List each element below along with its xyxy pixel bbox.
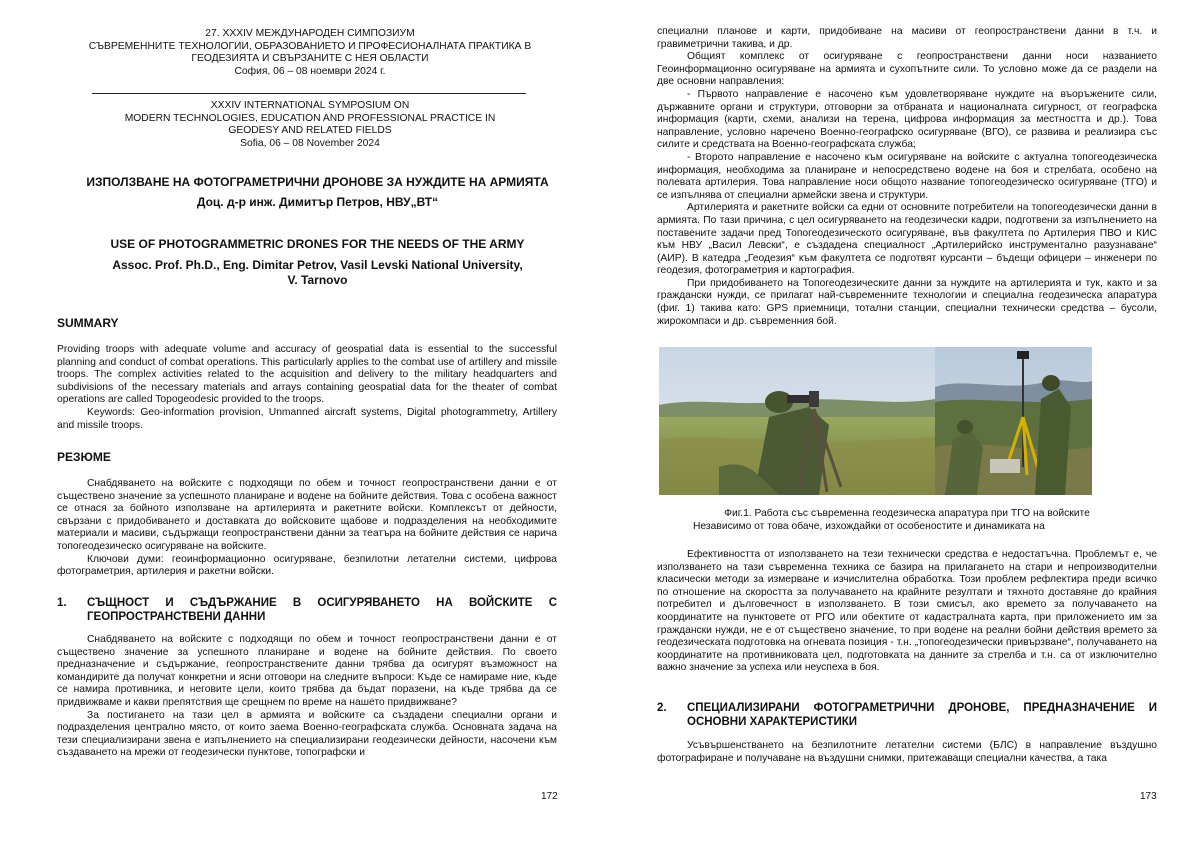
right-body-top [657, 26, 1157, 328]
figure-photo-separator [1092, 347, 1094, 495]
resume-heading: РЕЗЮМЕ [57, 450, 111, 464]
right-paragraph: - Първото направление е насочено към удовлетворяване нуждите на въоръжените сили, държавните органи и структури, отговорни за отбраната и националната сигурност, от географска информация (карти, схеми, анализи на терена, цифрова информация за местността и др.). Това направление, условно наречено Военно-географско осигуряване (ВГО), се развива и реализира със силите и средствата на Военно-географската служба; [657, 88, 1157, 151]
header-line: MODERN TECHNOLOGIES, EDUCATION AND PROFESSIONAL PRACTICE IN [124, 112, 496, 124]
right-paragraph: Общият комплекс от осигуряване с геопространствени данни носи названието Геоинформационно осигуряване на армията и сухопътните сили. То условно може да се раздели на две основни направления: [657, 51, 1157, 88]
header-line: GEODESY AND RELATED FIELDS [228, 125, 392, 137]
header-line: ГЕОДЕЗИЯТА И СВЪРЗАНИТЕ С НЕЯ ОБЛАСТИ [191, 53, 429, 65]
photo-soldiers-gps-tripod [935, 347, 1092, 495]
author-en-line: V. Tarnovo [287, 273, 348, 287]
section2-title: СПЕЦИАЛИЗИРАНИ ФОТОГРАМЕТРИЧНИ ДРОНОВЕ, ПРЕДНАЗНАЧЕНИЕ И ОСНОВНИ ХАРАКТЕРИСТИКИ [687, 702, 1157, 728]
page-number-right: 173 [1140, 791, 1157, 802]
title-en: USE OF PHOTOGRAMMETRIC DRONES FOR THE NEEDS OF THE ARMY [110, 237, 525, 251]
figure-caption: Фиг.1. Работа със съвременна геодезическа апаратура при ТГО на войските [724, 508, 1090, 519]
author-en-line: Assoc. Prof. Ph.D., Eng. Dimitar Petrov, Vasil Levski National University, [112, 258, 523, 272]
resume-body [57, 478, 557, 579]
section2-heading [657, 701, 1157, 729]
section1-body [57, 634, 557, 760]
header-line: 27. XXXIV МЕЖДУНАРОДЕН СИМПОЗИУМ [205, 28, 415, 39]
figure-photo-artillery-survey [659, 347, 935, 495]
section2-paragraph: Усъвършенстването на безпилотните летателни системи (БЛС) в направление въздушно фотографиране и получаване на въздушни снимки, притежаващи специални качества, а така [657, 740, 1157, 764]
section2-number: 2. [657, 702, 667, 714]
right-paragraph: Артилерията и ракетните войски са едни от основните потребители на топогеодезически данни в армията. По тази причина, с цел осигуряването на геодезически кадри, подготвени за изпълнението на поставените задачи пред Топогеодезическото осигуряване, във факултета по Артилерия ПВО и КИС към НВУ „Васил Левски“, е създадена специалност „Артилерийско инструментално разузнаване“ (АИР). В катедра „Геодезия“ към факултета се подготвят курсанти – бъдещи офицери – инженери по геодезия, фотограметрия и картография. [657, 202, 1157, 277]
summary-heading: SUMMARY [57, 316, 119, 330]
section1-paragraph: Снабдяването на войските с подходящи по обем и точност геопространствени данни е от съществено значение за успешното планиране и водене на бойните действия. По своето предназначение и съдържание, геопространствените данни трябва да осигурят възможност на командирите да получат конкретни и ясни отговори на следните въпроси: Къде се намираме ние, къде се намира противника, и неговите цели, които трябва да бъдат поразени, на къде трябва да се придвижваме и какви препятствия ще срещнем по време на нашето придвижване? [57, 634, 557, 708]
header-line: София, 06 – 08 ноември 2024 г. [234, 65, 386, 77]
figure-caption-continuation: Независимо от това обаче, изхождайки от особеностите и динамиката на [693, 521, 1045, 532]
section1-heading [57, 596, 557, 624]
page-number-left: 172 [541, 791, 558, 802]
right-paragraph: Ефективността от използването на тези технически средства е недостатъчна. Проблемът е, че използването на тази съвременна техника се базира на прилагането на стари и непроизводителни класически методи за измерване и изчислителна обработка. Този проблем рефлектира преди всичко по отношение на скоростта за получаването на крайните резултати и тяхното доставяне до крайния потребител и дълговечност в използването. В този смисъл, ако времето за получаването на координатите на пунктовете от РГО или обектите от кадастралната карта, при приложението им за граждански нужди, не е от съществено значение, то при водене на реални бойни действия времето за геодезическата подготовка на огневата позиция - т.н. „топогеодезически привързване“, получаването на координатите на противниковата цел, подготовката на данните за стрелба и т.н. са от изключително важно значение за успеха или неуспеха в боя. [657, 549, 1157, 674]
right-paragraph: При придобиването на Топогеодезическите данни за нуждите на артилерията и тук, както и за граждански нужди, се прилагат най-съвременните технологии и специална геодезическа апаратура (фиг. 1) такива като: GPS приемници, тотални станции, специални технически средства – бусоли, жирокомпаси и др. съвременния бой. [657, 277, 1157, 327]
right-page [600, 0, 1200, 849]
figure-photo-gps-survey [935, 347, 1092, 495]
right-body-bottom [657, 549, 1157, 675]
author-bg: Доц. д-р инж. Димитър Петров, НВУ„ВТ“ [196, 195, 439, 209]
author-en [40, 258, 595, 288]
resume-keywords: Ключови думи: геоинформационно осигуряване, безпилотни летателни системи, цифрова фотограметрия, артилерия и ракетни войски. [57, 553, 557, 578]
right-paragraph: специални планове и карти, придобиване на масиви от геопространствени данни в т.ч. и гравиметрични такива, и др. [657, 26, 1157, 50]
resume-text: Снабдяването на войските с подходящи по обем и точност геопространствени данни е от съществено значение за успешното планиране и водене на бойните действия. Това с особена важност се отнася за бойното използване на артилерията и ракетните войски. Комплексът от дейности, свързани с придобиването и доставката до войсковите щабове и подразделения на необходимите материали и масиви, съдържащи геопространствени данни за театъра на бойните действия се нарича топогеодезическо осигуряване на войските. [57, 478, 557, 552]
section1-paragraph: За постигането на тази цел в армията и войските са създадени специални органи и подразделения централно място, от които заема Военно-географската служба. Основната задача на тези специализирани звена е изпълнението на специализирани геодезически дейности, насочени към създаването на мрежи от геодезически пунктове, топографски и [57, 709, 557, 759]
header-line: XXXIV INTERNATIONAL SYMPOSIUM ON [210, 100, 410, 111]
right-paragraph: - Второто направление е насочено към осигуряване на войските с актуална топогеодезическа информация, необходима за планиране и непосредствено водене на боя и стрелбата, особено на полевата артилерия. Това направление носи общото название топогеодезическо осигуряване (ТГО) и се изпълнява от специални армейски звена и структури. [657, 151, 1157, 201]
header-divider [92, 93, 526, 94]
summary-keywords: Keywords: Geo-information provision, Unmanned aircraft systems, Digital photogrammetry, Artillery and missile troops. [57, 406, 557, 431]
header-line: СЪВРЕМЕННИТЕ ТЕХНОЛОГИИ, ОБРАЗОВАНИЕТО И ПРОФЕСИОНАЛНАТА ПРАКТИКА В [88, 40, 532, 52]
header-bg [60, 28, 560, 78]
summary-body [57, 344, 557, 432]
header-line: Sofia, 06 – 08 November 2024 [240, 137, 380, 149]
section2-body [657, 740, 1157, 765]
section1-number: 1. [57, 597, 67, 609]
summary-text: Providing troops with adequate volume and accuracy of geospatial data is essential to the successful planning and conduct of combat operations. This particularly applies to the combat use of artillery and missile troops. The complex activities related to the acquisition and delivery to the military headquarters and subdivisions of the necessary materials and arrays containing geospatial data for the theater of combat operations are called Topogeodesic provided to the troops. [57, 344, 557, 406]
title-bg: ИЗПОЛЗВАНЕ НА ФОТОГРАМЕТРИЧНИ ДРОНОВЕ ЗА НУЖДИТЕ НА АРМИЯТА [86, 175, 549, 189]
header-en [60, 100, 560, 150]
section1-title: СЪЩНОСТ И СЪДЪРЖАНИЕ В ОСИГУРЯВАНЕТО НА ВОЙСКИТЕ С ГЕОПРОСТРАНСТВЕНИ ДАННИ [87, 597, 557, 623]
photo-surveyor-theodolite [659, 347, 935, 495]
